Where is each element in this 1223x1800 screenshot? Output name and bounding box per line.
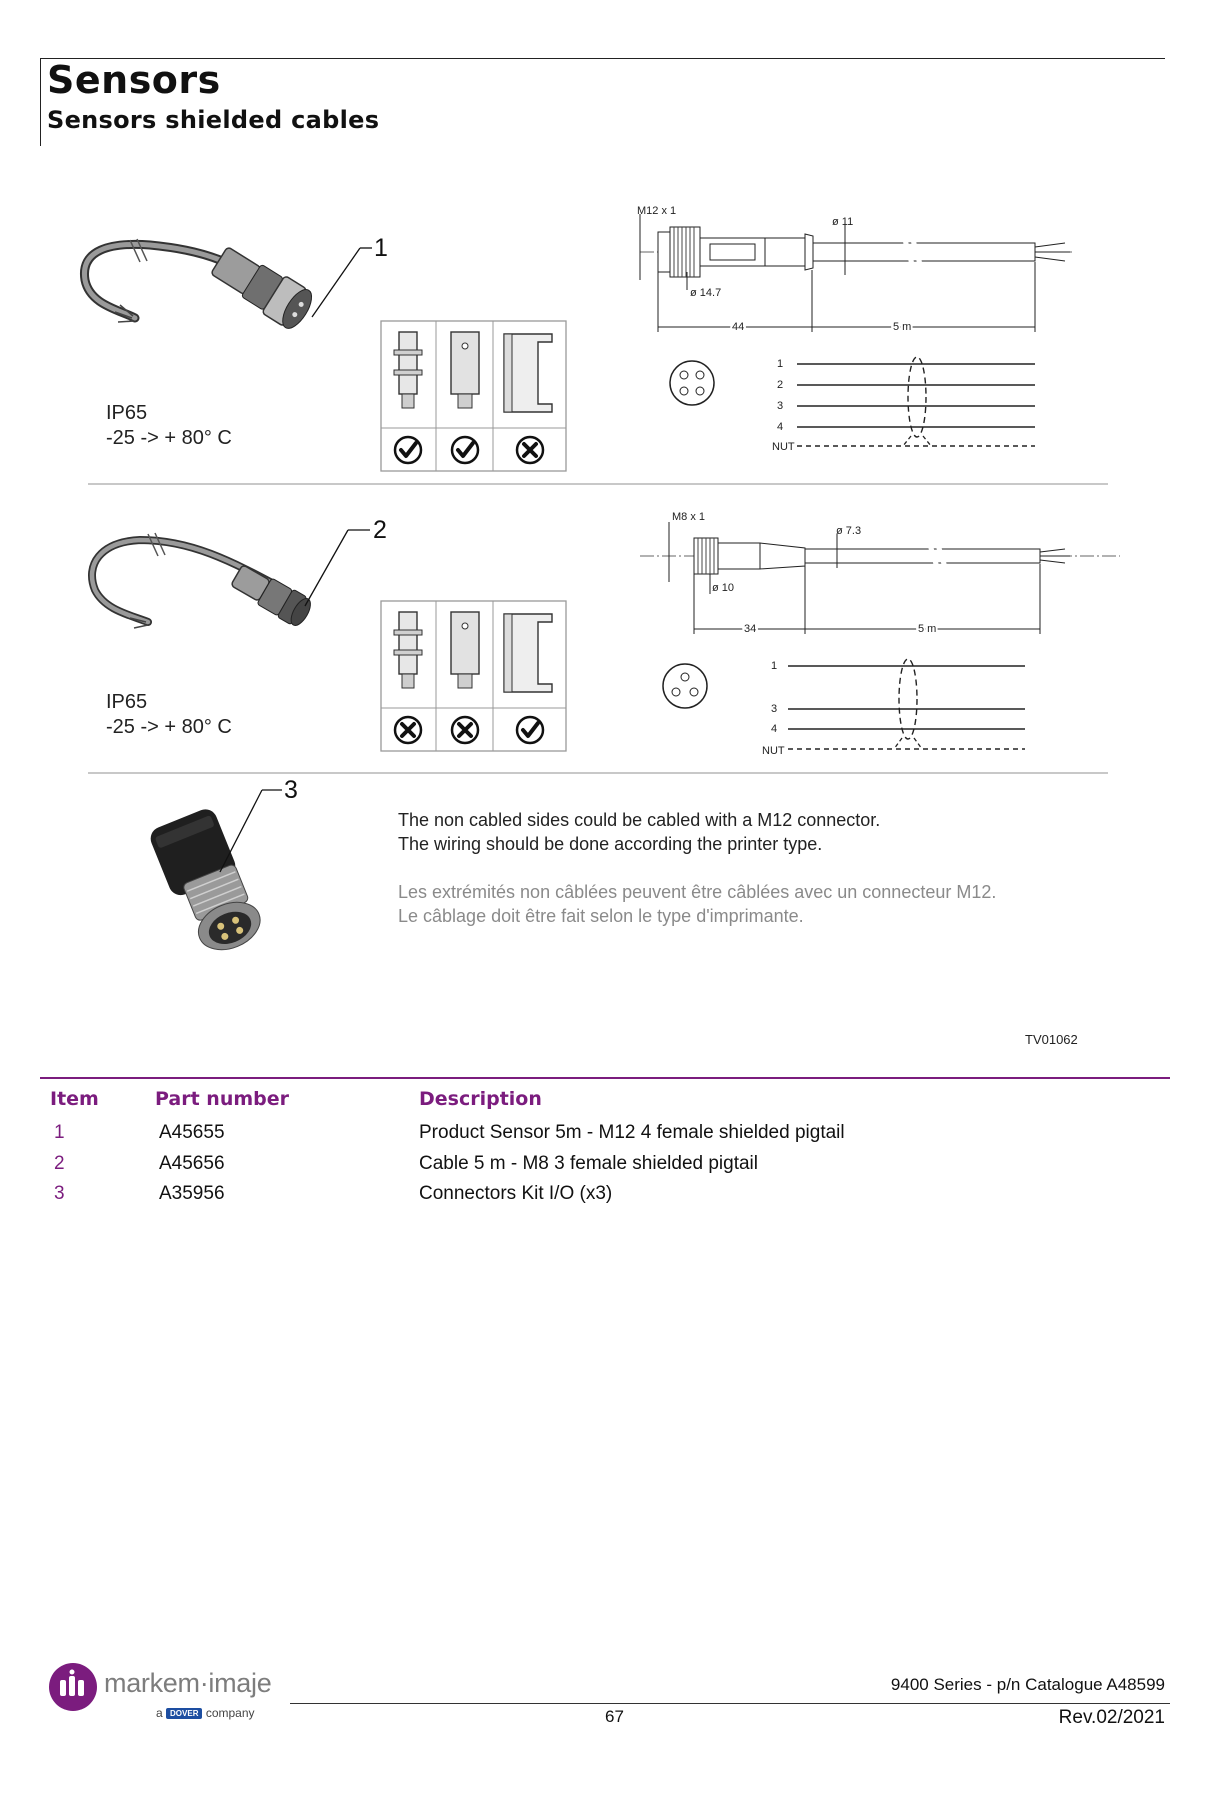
thread-label: M12 x 1	[637, 205, 677, 217]
cable-diameter-label: ø 11	[832, 216, 854, 228]
note-french: Les extrémités non câblées peuvent être câblées avec un connecteur M12. Le câblage doit être fait selon le type d'imprimante.	[398, 882, 997, 926]
dover-badge: DOVER	[166, 1708, 202, 1719]
callout-leader-2	[305, 530, 348, 606]
cable-length-label: 5 m	[893, 321, 912, 333]
check-icon	[517, 717, 543, 743]
pin-label: 1	[771, 660, 778, 672]
ip-rating: IP65	[106, 402, 148, 424]
pin-label: 3	[777, 400, 784, 412]
part-number: A45656	[159, 1153, 225, 1174]
column-header-part: Part number	[155, 1088, 290, 1110]
check-icon	[452, 437, 478, 463]
cross-icon	[452, 717, 478, 743]
body-length-label: 44	[732, 321, 745, 333]
compatibility-grid-2	[381, 601, 566, 751]
m12-connector-photo	[147, 805, 267, 962]
callout-leader-3	[220, 790, 262, 872]
part-description: Product Sensor 5m - M12 4 female shielded pigtail	[419, 1122, 845, 1143]
logo-tagline: a DOVER company	[156, 1706, 255, 1720]
item-number: 1	[54, 1122, 65, 1143]
ip-rating: IP65	[106, 691, 148, 713]
callout-leader-1	[312, 248, 360, 317]
table-row	[0, 1153, 1223, 1183]
logo-wordmark: markem·imaje	[104, 1668, 272, 1698]
cable-photo-1	[84, 239, 317, 333]
column-header-description: Description	[419, 1088, 542, 1110]
table-row	[0, 1183, 1223, 1213]
technical-drawing-1	[637, 205, 1075, 453]
cable-length-label: 5 m	[918, 623, 937, 635]
callout-number-2: 2	[373, 516, 387, 544]
section-separator	[88, 483, 1108, 485]
revision: Rev.02/2021	[1058, 1707, 1165, 1728]
part-description: Connectors Kit I/O (x3)	[419, 1183, 613, 1204]
table-rule	[40, 1077, 1170, 1079]
body-diameter-label: ø 14.7	[690, 287, 722, 299]
shield-label: NUT	[772, 441, 795, 453]
markem-imaje-logo-icon	[48, 1662, 98, 1712]
page-title: Sensors	[47, 58, 221, 102]
item-number: 2	[54, 1153, 65, 1174]
shield-label: NUT	[762, 745, 785, 757]
cross-icon	[517, 437, 543, 463]
technical-drawing-2	[640, 511, 1120, 757]
compatibility-grid-1	[381, 321, 566, 471]
temperature-range: -25 -> + 80° C	[106, 427, 232, 449]
note-english: The non cabled sides could be cabled with a M12 connector. The wiring should be done according the printer type.	[398, 810, 881, 854]
callout-number-1: 1	[374, 234, 388, 262]
check-icon	[395, 437, 421, 463]
cable-photo-2	[92, 533, 315, 629]
part-description: Cable 5 m - M8 3 female shielded pigtail	[419, 1153, 759, 1174]
cross-icon	[395, 717, 421, 743]
pin-label: 2	[777, 379, 784, 391]
section-separator	[88, 772, 1108, 774]
column-header-item: Item	[50, 1088, 99, 1110]
rating-block-1	[106, 401, 232, 451]
thread-label: M8 x 1	[672, 511, 706, 523]
body-length-label: 34	[744, 623, 757, 635]
footer-rule	[290, 1703, 1170, 1704]
body-diameter-label: ø 10	[712, 582, 735, 594]
part-number: A45655	[159, 1122, 225, 1143]
pin-label: 4	[777, 421, 784, 433]
callout-number-3: 3	[284, 776, 298, 804]
page-subtitle: Sensors shielded cables	[47, 106, 380, 134]
page-number: 67	[605, 1707, 624, 1726]
pin-label: 1	[777, 358, 784, 370]
pin-label: 3	[771, 703, 778, 715]
rating-block-2	[106, 690, 232, 740]
item-number: 3	[54, 1183, 65, 1204]
figure-reference: TV01062	[1025, 1032, 1078, 1047]
pin-label: 4	[771, 723, 778, 735]
catalogue-reference: 9400 Series - p/n Catalogue A48599	[890, 1675, 1165, 1694]
table-row	[0, 1122, 1223, 1152]
cable-diameter-label: ø 7.3	[836, 525, 862, 537]
temperature-range: -25 -> + 80° C	[106, 716, 232, 738]
part-number: A35956	[159, 1183, 225, 1204]
